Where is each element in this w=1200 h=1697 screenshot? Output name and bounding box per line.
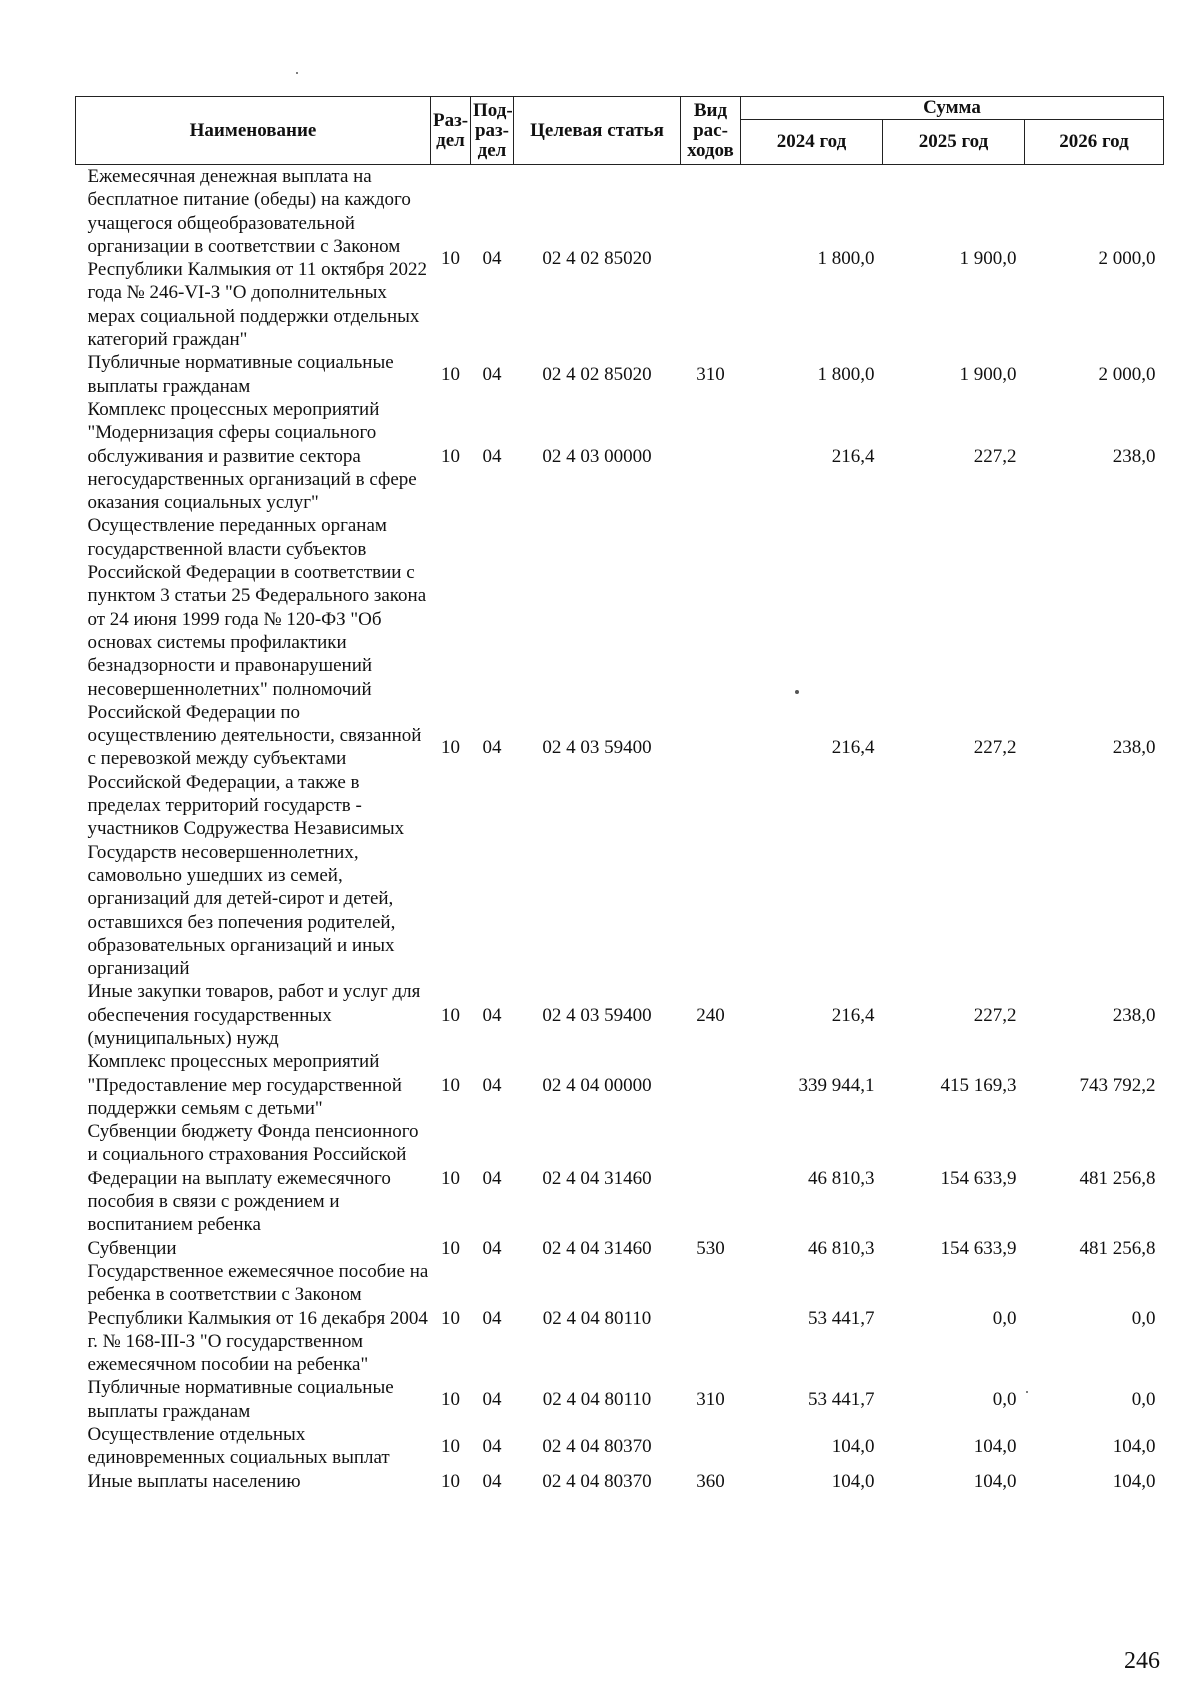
header-vid: Вид рас-ходов xyxy=(681,97,741,165)
row-2026: 238,0 xyxy=(1112,1004,1156,1026)
row-vid xyxy=(681,165,741,352)
row-2025: 104,0 xyxy=(973,1470,1017,1492)
table-row xyxy=(76,1376,1164,1423)
row-2025: 0,0 xyxy=(992,1389,1017,1411)
row-2026: 238,0 xyxy=(1112,736,1156,758)
row-2024: 104,0 xyxy=(831,1470,875,1492)
header-2026: 2026 год xyxy=(1025,120,1164,165)
table-row xyxy=(76,165,1164,352)
row-celevaya: 02 4 04 80370 xyxy=(542,1470,652,1492)
row-vid xyxy=(681,1050,741,1120)
row-vid: 310 xyxy=(696,1389,725,1411)
header-celevaya: Целевая статья xyxy=(514,97,681,165)
table-body xyxy=(76,165,1164,1493)
header-podrazdel: Под-раз-дел xyxy=(471,97,514,165)
table-row xyxy=(76,1050,1164,1120)
row-name: Публичные нормативные социальные выплаты гражданам xyxy=(87,352,394,397)
row-podrazdel: 04 xyxy=(482,445,502,467)
row-2025: 415 169,3 xyxy=(940,1074,1017,1096)
row-name: Осуществление переданных органам государственной власти субъектов Российской Федерации в соответствии с пунктом 3 статьи 25 Федерального закона от 24 июня 1999 года № 120-ФЗ "Об основах системы профилактики безнадзорности и правонарушений несовершеннолетних" полномочий Российской Федерации по осуществлению деятельности, связанной с перевозкой между субъектами Российской Федерации, а также в пределах территорий государств - участников Содружества Независимых Государств несовершеннолетних, самовольно ушедших из семей, организаций для детей-сирот и детей, оставшихся без попечения родителей, образовательных организаций и иных организаций xyxy=(87,515,427,980)
row-vid: 310 xyxy=(696,364,725,386)
header-summa: Сумма xyxy=(741,97,1164,120)
row-2026: 0,0 xyxy=(1131,1307,1156,1329)
row-2024: 1 800,0 xyxy=(817,247,875,269)
row-name: Субвенции бюджету Фонда пенсионного и социального страхования Российской Федерации на выплату ежемесячного пособия в связи с рождением и воспитанием ребенка xyxy=(87,1121,419,1236)
row-razdel: 10 xyxy=(441,736,460,758)
table-row xyxy=(76,351,1164,398)
budget-table xyxy=(75,96,1164,1493)
row-name: Ежемесячная денежная выплата на бесплатное питание (обеды) на каждого учащегося общеобразовательной организации в соответствии с Законом Республики Калмыкия от 11 октября 2022 года № 246-VI-З "О дополнительных мерах социальной поддержки отдельных категорий граждан" xyxy=(87,166,428,351)
row-2026: 481 256,8 xyxy=(1079,1167,1156,1189)
row-razdel: 10 xyxy=(441,1004,460,1026)
row-2026: 104,0 xyxy=(1112,1435,1156,1457)
row-2025: 104,0 xyxy=(973,1435,1017,1457)
row-name: Комплекс процессных мероприятий "Модернизация сферы социального обслуживания и развитие сектора негосударственных организаций в сфере оказания социальных услуг" xyxy=(87,398,417,514)
row-2025: 154 633,9 xyxy=(940,1167,1017,1189)
row-podrazdel: 04 xyxy=(482,1389,502,1411)
row-podrazdel: 04 xyxy=(482,1470,502,1492)
row-name: Субвенции xyxy=(87,1237,177,1259)
row-vid xyxy=(681,514,741,980)
row-vid: 360 xyxy=(696,1470,725,1492)
row-2026: 2 000,0 xyxy=(1098,364,1156,386)
row-2025: 0,0 xyxy=(992,1307,1017,1329)
row-2025: 1 900,0 xyxy=(959,247,1017,269)
row-celevaya: 02 4 03 59400 xyxy=(542,736,652,758)
row-2026: 238,0 xyxy=(1112,445,1156,467)
row-name: Государственное ежемесячное пособие на ребенка в соответствии с Законом Республики Калмыкия от 16 декабря 2004 г. № 168-III-З "О государственном ежемесячном пособии на ребенка" xyxy=(87,1260,429,1376)
row-2024: 1 800,0 xyxy=(817,364,875,386)
header-2025: 2025 год xyxy=(883,120,1025,165)
table-row xyxy=(76,1423,1164,1470)
row-name: Осуществление отдельных единовременных социальных выплат xyxy=(87,1424,390,1469)
row-vid xyxy=(681,1120,741,1236)
row-razdel: 10 xyxy=(441,1074,460,1096)
table-row xyxy=(76,980,1164,1050)
row-podrazdel: 04 xyxy=(482,1074,502,1096)
row-celevaya: 02 4 04 31460 xyxy=(542,1167,652,1189)
row-name: Комплекс процессных мероприятий "Предоставление мер государственной поддержки семьям с детьми" xyxy=(87,1051,402,1119)
row-celevaya: 02 4 03 00000 xyxy=(542,445,652,467)
table-row xyxy=(76,398,1164,514)
row-vid: 240 xyxy=(696,1004,725,1026)
row-2024: 104,0 xyxy=(831,1435,875,1457)
row-2024: 216,4 xyxy=(831,736,875,758)
row-podrazdel: 04 xyxy=(482,1167,502,1189)
row-vid xyxy=(681,1423,741,1470)
row-name: Иные выплаты населению xyxy=(87,1470,301,1492)
row-2025: 227,2 xyxy=(973,445,1017,467)
row-podrazdel: 04 xyxy=(482,736,502,758)
row-2026: 481 256,8 xyxy=(1079,1237,1156,1259)
row-2024: 53 441,7 xyxy=(808,1389,875,1411)
table-row xyxy=(76,1470,1164,1493)
row-podrazdel: 04 xyxy=(482,247,502,269)
row-name: Публичные нормативные социальные выплаты гражданам xyxy=(87,1377,394,1422)
row-vid xyxy=(681,1260,741,1376)
table-row xyxy=(76,1260,1164,1376)
row-vid xyxy=(681,398,741,514)
row-razdel: 10 xyxy=(441,1307,460,1329)
row-name: Иные закупки товаров, работ и услуг для обеспечения государственных (муниципальных) нужд xyxy=(87,981,421,1049)
row-2025: 1 900,0 xyxy=(959,364,1017,386)
row-razdel: 10 xyxy=(441,364,460,386)
row-2024: 53 441,7 xyxy=(808,1307,875,1329)
row-podrazdel: 04 xyxy=(482,364,502,386)
table-row xyxy=(76,514,1164,980)
row-razdel: 10 xyxy=(441,1167,460,1189)
row-podrazdel: 04 xyxy=(482,1435,502,1457)
table-row xyxy=(76,1120,1164,1236)
row-celevaya: 02 4 02 85020 xyxy=(542,364,652,386)
row-celevaya: 02 4 04 00000 xyxy=(542,1074,652,1096)
row-2025: 227,2 xyxy=(973,1004,1017,1026)
page-number: 246 xyxy=(1124,1648,1160,1674)
row-celevaya: 02 4 04 80370 xyxy=(542,1435,652,1457)
row-2025: 227,2 xyxy=(973,736,1017,758)
row-2026: 104,0 xyxy=(1112,1470,1156,1492)
row-razdel: 10 xyxy=(441,247,460,269)
row-celevaya: 02 4 04 80110 xyxy=(542,1389,652,1411)
row-2026: 0,0 xyxy=(1131,1389,1156,1411)
row-2025: 154 633,9 xyxy=(940,1237,1017,1259)
row-razdel: 10 xyxy=(441,1389,460,1411)
header-2024: 2024 год xyxy=(741,120,883,165)
row-2024: 46 810,3 xyxy=(808,1237,875,1259)
row-podrazdel: 04 xyxy=(482,1307,502,1329)
row-2024: 339 944,1 xyxy=(798,1074,875,1096)
row-2024: 216,4 xyxy=(831,445,875,467)
row-razdel: 10 xyxy=(441,445,460,467)
row-celevaya: 02 4 04 80110 xyxy=(542,1307,652,1329)
row-podrazdel: 04 xyxy=(482,1237,502,1259)
row-2024: 216,4 xyxy=(831,1004,875,1026)
row-razdel: 10 xyxy=(441,1435,460,1457)
header-razdel: Раз-дел xyxy=(431,97,471,165)
row-razdel: 10 xyxy=(441,1470,460,1492)
row-2026: 743 792,2 xyxy=(1079,1074,1156,1096)
row-razdel: 10 xyxy=(441,1237,460,1259)
table-row xyxy=(76,1237,1164,1260)
scan-speck xyxy=(296,72,298,74)
row-vid: 530 xyxy=(696,1237,725,1259)
row-celevaya: 02 4 02 85020 xyxy=(542,247,652,269)
row-2026: 2 000,0 xyxy=(1098,247,1156,269)
row-podrazdel: 04 xyxy=(482,1004,502,1026)
row-celevaya: 02 4 03 59400 xyxy=(542,1004,652,1026)
row-celevaya: 02 4 04 31460 xyxy=(542,1237,652,1259)
row-2024: 46 810,3 xyxy=(808,1167,875,1189)
header-name: Наименование xyxy=(76,97,431,165)
table-header xyxy=(76,97,1164,165)
